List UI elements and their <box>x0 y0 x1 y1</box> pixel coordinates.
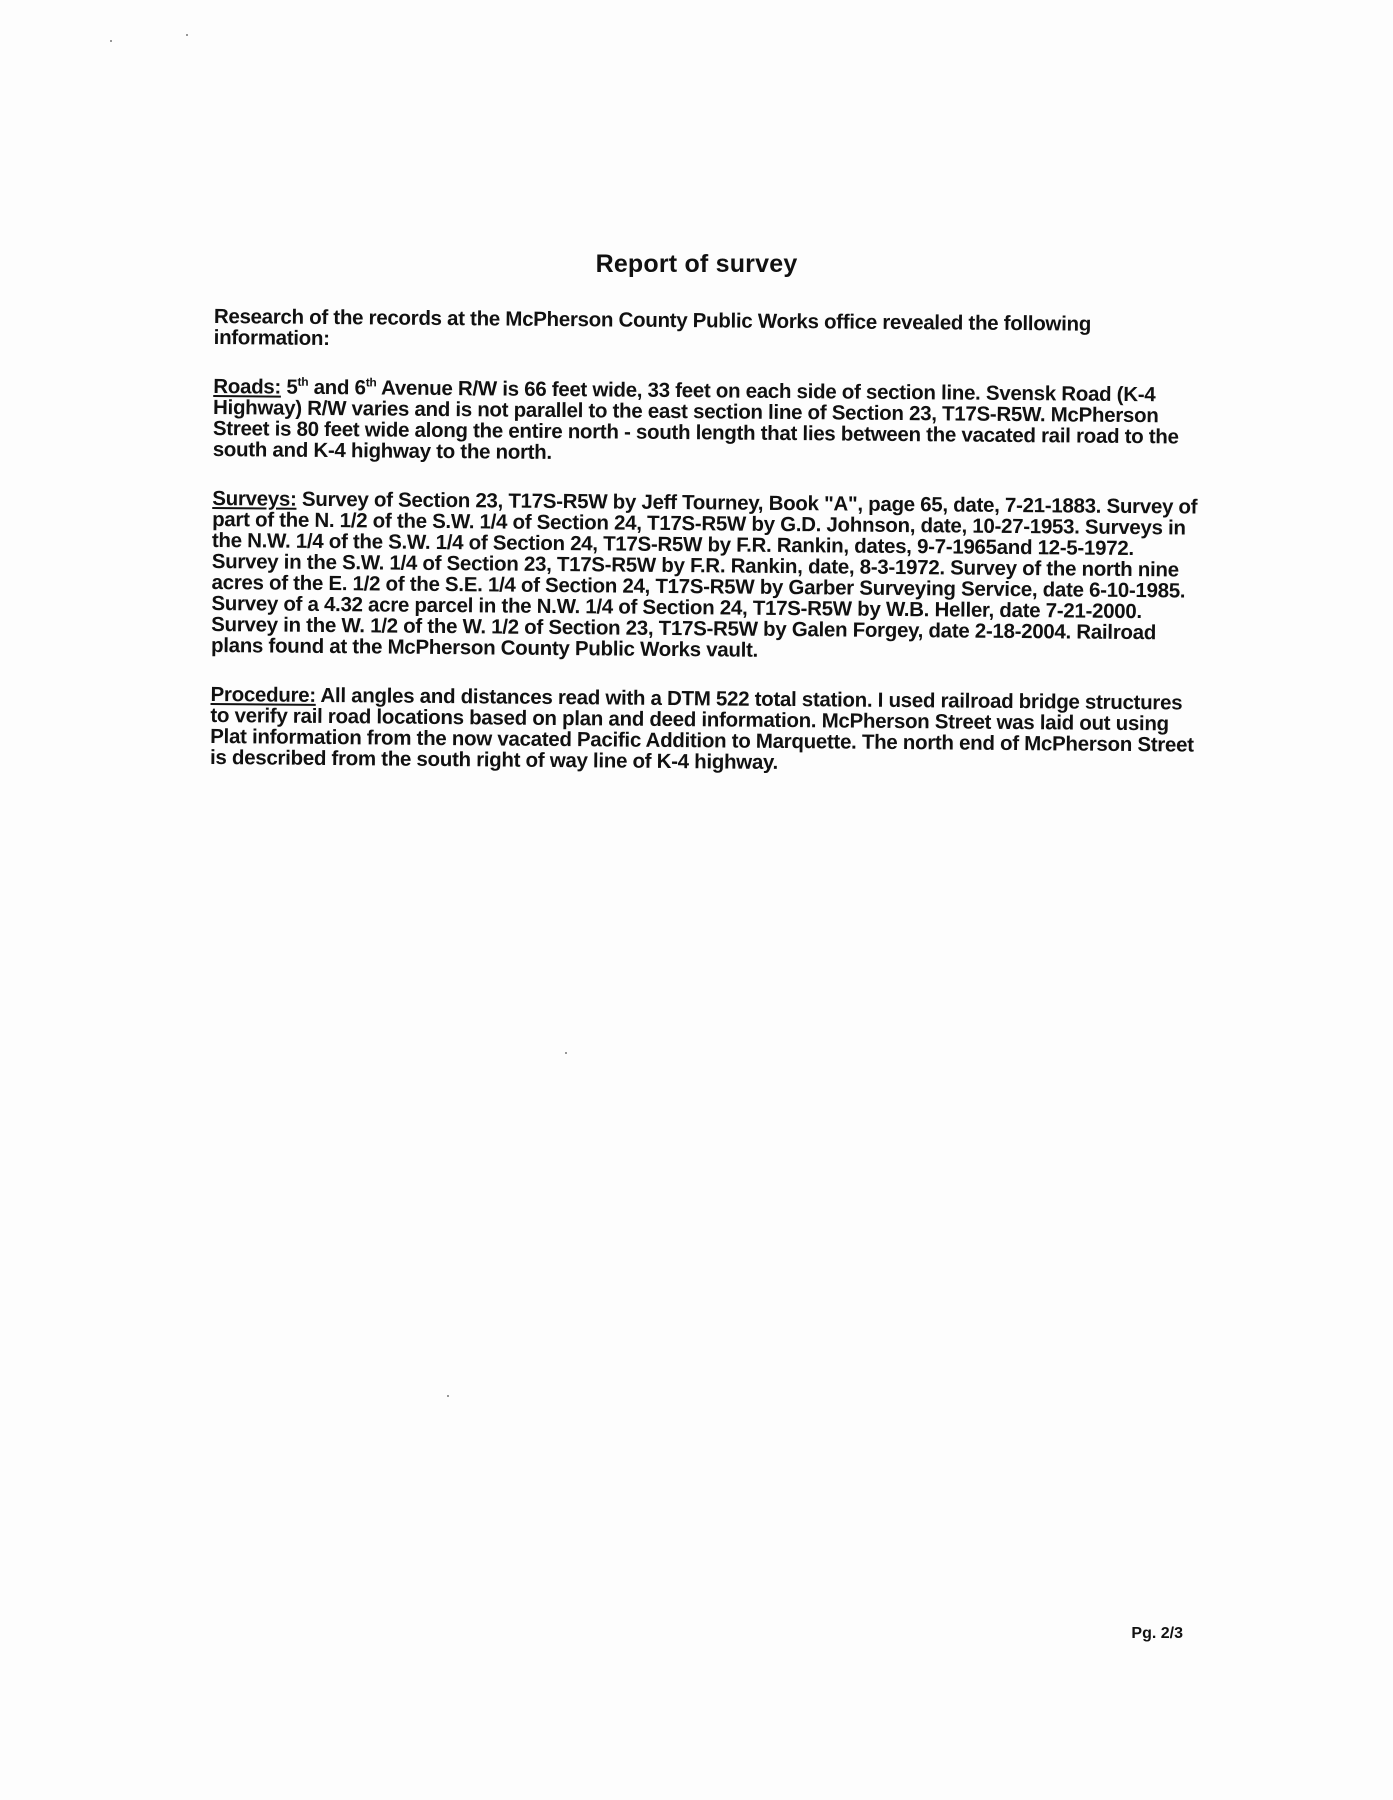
scan-speck <box>447 1395 449 1397</box>
page-number: Pg. 2/3 <box>1131 1625 1183 1642</box>
roads-sup1: th <box>297 374 309 389</box>
procedure-paragraph <box>210 684 1201 777</box>
surveys-text: Survey of Section 23, T17S-R5W by Jeff Tourney, Book "A", page 65, date, 7-21-1883. Survey of part of the N. 1/2 of the S.W. 1/4 of Section 24, T17S-R5W by G.D. Johnson, date, 10-27-1953. Surveys in the N.W. 1/4 of the S.W. 1/4 of Section 24, T17S-R5W by F.R. Rankin, dates, 9-7-1965and 12-5-1972. Survey in the S.W. 1/4 of Section 23, T17S-R5W by F.R. Rankin, date, 8-3-1972. Survey of the north nine acres of the E. 1/2 of the S.E. 1/4 of Section 24, T17S-R5W by Garber Surveying Service, date 6-10-1985. Survey of a 4.32 acre parcel in the N.W. 1/4 of Section 24, T17S-R5W by W.B. Heller, date 7-21-2000. Survey in the W. 1/2 of the W. 1/2 of Section 23, T17S-R5W by Galen Forgey, date 2-18-2004. Railroad plans found at the McPherson County Public Works vault. <box>210 487 1198 662</box>
scan-speck <box>186 34 188 36</box>
procedure-text: All angles and distances read with a DTM 522 total station. I used railroad bridge structures to verify rail road locations based on plan and deed information. McPherson Street was laid out using Plat information from the now vacated Pacific Addition to Marquette. The north end of McPherson Street is described from the south right of way line of K-4 highway. <box>209 683 1194 774</box>
report-title: Report of survey <box>595 250 798 278</box>
roads-sup2: th <box>365 375 377 390</box>
procedure-heading: Procedure: <box>210 682 316 707</box>
roads-text: Avenue R/W is 66 feet wide, 33 feet on each side of section line. Svensk Road (K-4 Highway) R/W varies and is not parallel to the east section line of Section 23, T17S-R5W. McPherson Street is 80 feet wide along the entire north - south length that lies between the vacated rail road to the south and K-4 highway to the north. <box>212 376 1179 464</box>
scan-speck <box>110 40 112 42</box>
report-body <box>210 306 1204 805</box>
intro-paragraph: Research of the records at the McPherson County Public Works office revealed the following information: <box>213 305 1092 351</box>
scan-speck <box>565 1052 567 1054</box>
roads-paragraph <box>213 376 1204 469</box>
roads-num1: 5 <box>286 375 298 399</box>
roads-and: and <box>308 375 355 400</box>
surveys-paragraph <box>211 488 1202 665</box>
surveys-heading: Surveys: <box>212 486 297 511</box>
roads-heading: Roads: <box>213 374 282 399</box>
roads-num2: 6 <box>354 376 366 400</box>
